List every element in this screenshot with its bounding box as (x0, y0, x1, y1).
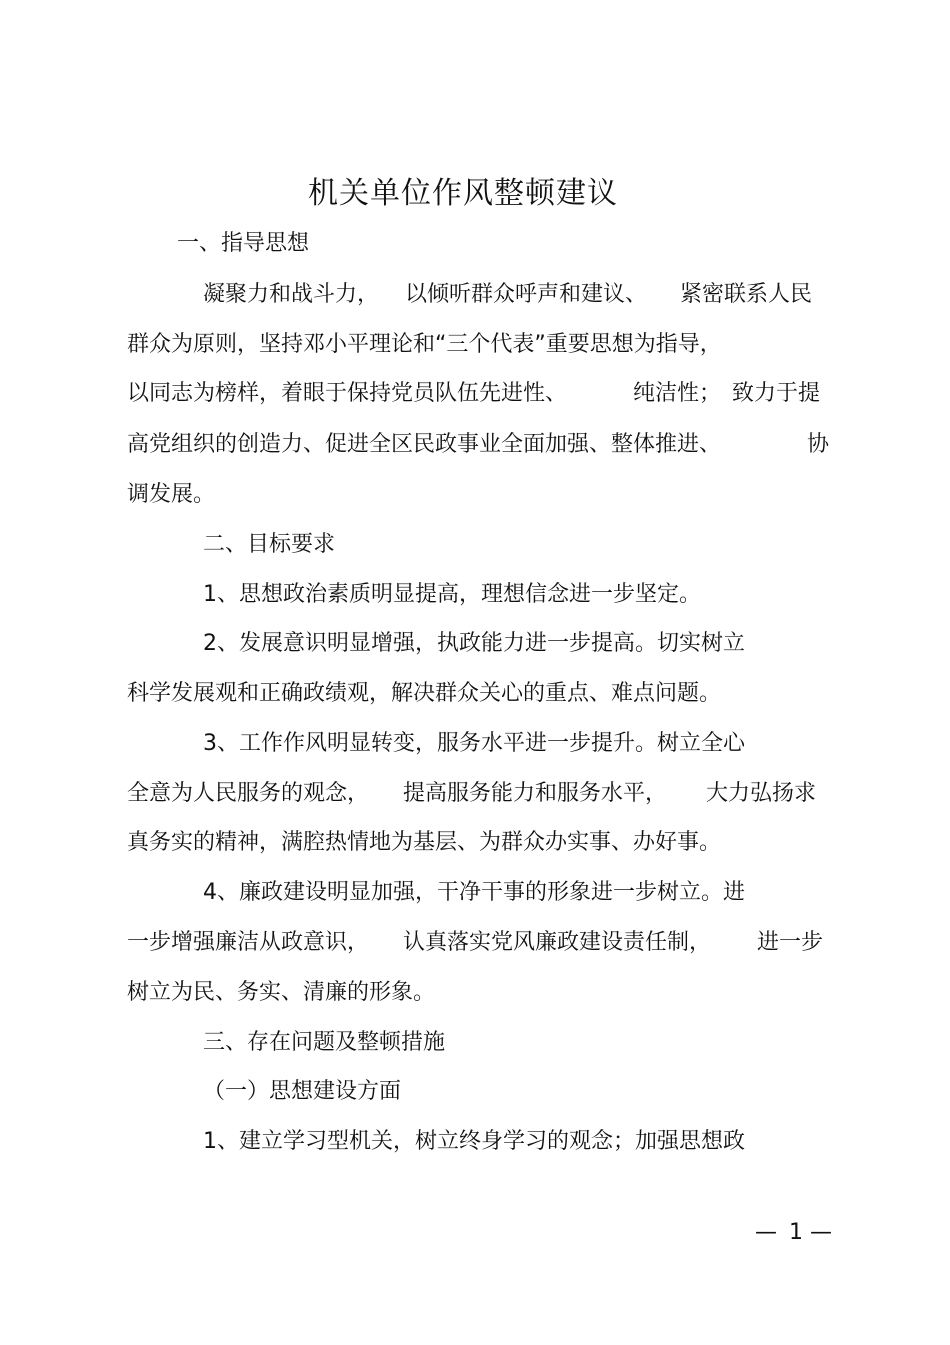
paragraph-line: 1、建立学习型机关，树立终身学习的观念；加强思想政 (203, 1129, 745, 1154)
paragraph-line: 凝聚力和战斗力， (203, 282, 380, 307)
document-title: 机关单位作风整顿建议 (308, 176, 618, 211)
paragraph-line: 3、工作作风明显转变，服务水平进一步提升。树立全心 (203, 731, 745, 756)
paragraph-line: 认真落实党风廉政建设责任制， (403, 930, 712, 955)
paragraph-line: 1、思想政治素质明显提高，理想信念进一步坚定。 (203, 582, 701, 607)
paragraph-line: 以倾听群众呼声和建议、 (405, 282, 648, 307)
paragraph-line: 群众为原则，坚持邓小平理论和“三个代表”重要思想为指导， (127, 332, 722, 357)
paragraph-line: 树立为民、务实、清廉的形象。 (127, 980, 436, 1005)
heading-problems-measures: 三、存在问题及整顿措施 (203, 1030, 446, 1055)
paragraph-line: 科学发展观和正确政绩观，解决群众关心的重点、难点问题。 (127, 681, 722, 706)
paragraph-line: 真务实的精神，满腔热情地为基层、为群众办实事、办好事。 (127, 830, 722, 855)
paragraph-line: 4、廉政建设明显加强，干净干事的形象进一步树立。进 (203, 880, 745, 905)
paragraph-line: 2、发展意识明显增强，执政能力进一步提高。切实树立 (203, 631, 745, 656)
subheading-ideology: （一）思想建设方面 (203, 1079, 402, 1104)
heading-guiding-thought: 一、指导思想 (177, 231, 310, 256)
paragraph-line: 紧密联系人民 (680, 282, 813, 307)
page-number-dash-left: — (755, 1220, 777, 1245)
paragraph-line: 致力于提 (732, 381, 821, 406)
paragraph-line: 以同志为榜样，着眼于保持党员队伍先进性、 (127, 381, 568, 406)
paragraph-line: 一步增强廉洁从政意识， (127, 930, 370, 955)
paragraph-line: 纯洁性； (633, 381, 722, 406)
paragraph-line: 提高服务能力和服务水平， (403, 781, 668, 806)
paragraph-line: 调发展。 (127, 482, 216, 507)
paragraph-line: 大力弘扬求 (706, 781, 817, 806)
heading-goals: 二、目标要求 (203, 532, 336, 557)
paragraph-line: 高党组织的创造力、促进全区民政事业全面加强、整体推进、 (127, 432, 722, 457)
paragraph-line: 全意为人民服务的观念， (127, 781, 370, 806)
page-number: 1 (789, 1220, 803, 1245)
paragraph-line: 协 (807, 432, 830, 457)
page-number-dash-right: — (810, 1220, 832, 1245)
paragraph-line: 进一步 (757, 930, 824, 955)
